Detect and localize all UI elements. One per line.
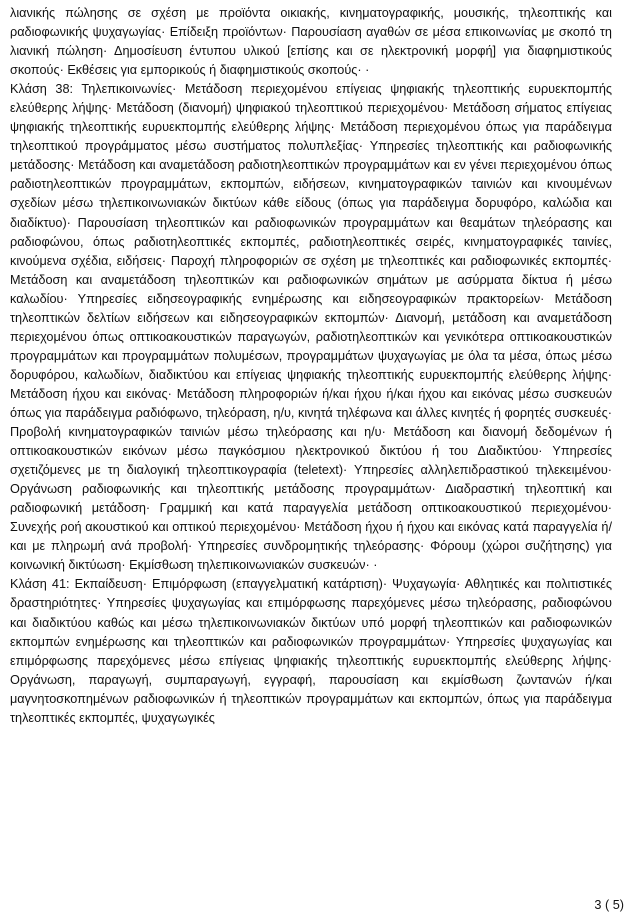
- paragraph-class-38: Κλάση 38: Τηλεπικοινωνίες· Μετάδοση περιεχομένου επίγειας ψηφιακής τηλεοπτικής ευρυεκπομπής ελεύθερης λήψης· Μετάδοση (διανομή) ψηφιακού τηλεοπτικού περιεχομένου· Μετάδοση σήματος επίγειας ψηφιακής τηλεοπτικής ευρυεκπομπής ελεύθερης λήψης· Μετάδοση περιεχομένου όπως για παράδειγμα τηλεοπτικού προγράμματος μέσω συστήματος πολυπλεξίας· Υπηρεσίες τηλεοπτικής και ραδιοφωνικής μετάδοσης· Μετάδοση και αναμετάδοση ραδιοτηλεοπτικών προγραμμάτων και εν γένει περιεχομένου όπως ραδιοτηλεοπτικών προγραμμάτων, εκπομπών, ειδήσεων, κινηματογραφικών ταινιών και κινουμένων σχεδίων μέσω τηλεπικοινωνιακών δικτύων κάθε είδους (όπως για παράδειγμα δορυφόρο, καλώδια και διαδίκτυο)· Παρουσίαση τηλεοπτικών και ραδιοφωνικών προγραμμάτων και θεαμάτων τηλεόρασης και ραδιοφώνου, όπως ραδιοτηλεοπτικές εκπομπές, ραδιοτηλεοπτικές σειρές, κινηματογραφικές ταινίες, κινούμενα σχέδια, ειδήσεις· Παροχή πληροφοριών σε σχέση με τηλεοπτικές και ραδιοφωνικές εκπομπές· Μετάδοση και αναμετάδοση τηλεοπτικών και ραδιοφωνικών σημάτων με ασύρματα δίκτυα ή μέσω καλωδίου· Υπηρεσίες ειδησεογραφικής ενημέρωσης και ειδησεογραφικών πρακτορείων· Μετάδοση τηλεοπτικών δελτίων ειδήσεων και ειδησεογραφικών εκπομπών· Διανομή, μετάδοση και αναμετάδοση περιεχομένου όπως οπτικοακουστικών παραγωγών, ραδιοτηλεοπτικών και γενικότερα οπτικοακουστικών προγραμμάτων και προγραμμάτων πολυμέσων, προγραμμάτων ψυχαγωγίας με όλα τα μέσα, όπως μέσω δορυφόρου, καλωδίων, διαδικτύου και επίγειας ψηφιακής τηλεοπτικής ευρυεκπομπής ελεύθερης λήψης· Μετάδοση ήχου και εικόνας· Μετάδοση πληροφοριών ή/και ήχου ή/και ήχου και εικόνας μέσω συσκευών όπως για παράδειγμα ραδιόφωνο, τηλεόραση, η/υ, κινητά τηλέφωνα και άλλες κινητές ή φορητές συσκευές· Προβολή κινηματογραφικών ταινιών μέσω τηλεόρασης και η/υ· Μετάδοση και διανομή δεδομένων ή οπτικοακουστικών εικόνων μέσω παγκόσμιου ηλεκτρονικού δικτύου ή του Διαδικτύου· Υπηρεσίες σχετιζόμενες με τη διαλογική τηλεοπτικογραφία (teletext)· Υπηρεσίες αλληλεπιδραστικού τηλεκειμένου· Οργάνωση ραδιοφωνικής και τηλεοπτικής μετάδοσης προγραμμάτων· Διαδραστική τηλεοπτική και ραδιοφωνική μετάδοση· Γραμμική και κατά παραγγελία μετάδοση οπτικοακουστικού περιεχομένου· Συνεχής ροή ακουστικού και οπτικού περιεχομένου· Μετάδοση ήχου ή ήχου και εικόνας κατά παραγγελία ή/και με πληρωμή ανά προβολή· Υπηρεσίες συνδρομητικής τηλεόρασης· Φόρουμ (χώροι συζήτησης) για κοινωνική δικτύωση· Εκμίσθωση τηλεπικοινωνιακών συσκευών· ·: [10, 82, 612, 573]
- paragraph-class-41: Κλάση 41: Εκπαίδευση· Επιμόρφωση (επαγγελματική κατάρτιση)· Ψυχαγωγία· Αθλητικές και πολιτιστικές δραστηριότητες· Υπηρεσίες ψυχαγωγίας και επιμόρφωσης παρεχόμενες μέσω τηλεόρασης, ραδιοφώνου και διαδικτύου καθώς και μέσω τηλεπικοινωνιακών δικτύων υπό μορφή τηλεοπτικών και ραδιοφωνικών εκπομπών ενημέρωσης και τηλεοπτικών και ραδιοφωνικών προγραμμάτων· Υπηρεσίες ψυχαγωγίας και επιμόρφωσης παρεχόμενες μέσω επίγειας ψηφιακής τηλεοπτικής ευρυεκπομπής ελεύθερης λήψης· Οργάνωση, παραγωγή, συμπαραγωγή, εγγραφή, παρουσίαση και εκμίσθωση ζωντανών ή/και μαγνητοσκοπημένων ραδιοφωνικών ή τηλεοπτικών προγραμμάτων και εκπομπών, όπως για παράδειγμα τηλεοπτικές εκπομπές, ψυχαγωγικές: [10, 577, 612, 725]
- paragraph-continuation-class-35: λιανικής πώλησης σε σχέση με προϊόντα οικιακής, κινηματογραφικής, μουσικής, τηλεοπτικής και ραδιοφωνικής ψυχαγωγίας· Επίδειξη προϊόντων· Παρουσίαση αγαθών σε μέσα επικοινωνίας με σκοπό τη λιανική πώληση· Δημοσίευση έντυπου υλικού [επίσης και σε ηλεκτρονική μορφή] για διαφημιστικούς σκοπούς· Εκθέσεις για εμπορικούς ή διαφημιστικούς σκοπούς· ·: [10, 6, 612, 78]
- document-page: [10, 4, 612, 728]
- page-number: 3 ( 5): [594, 898, 624, 912]
